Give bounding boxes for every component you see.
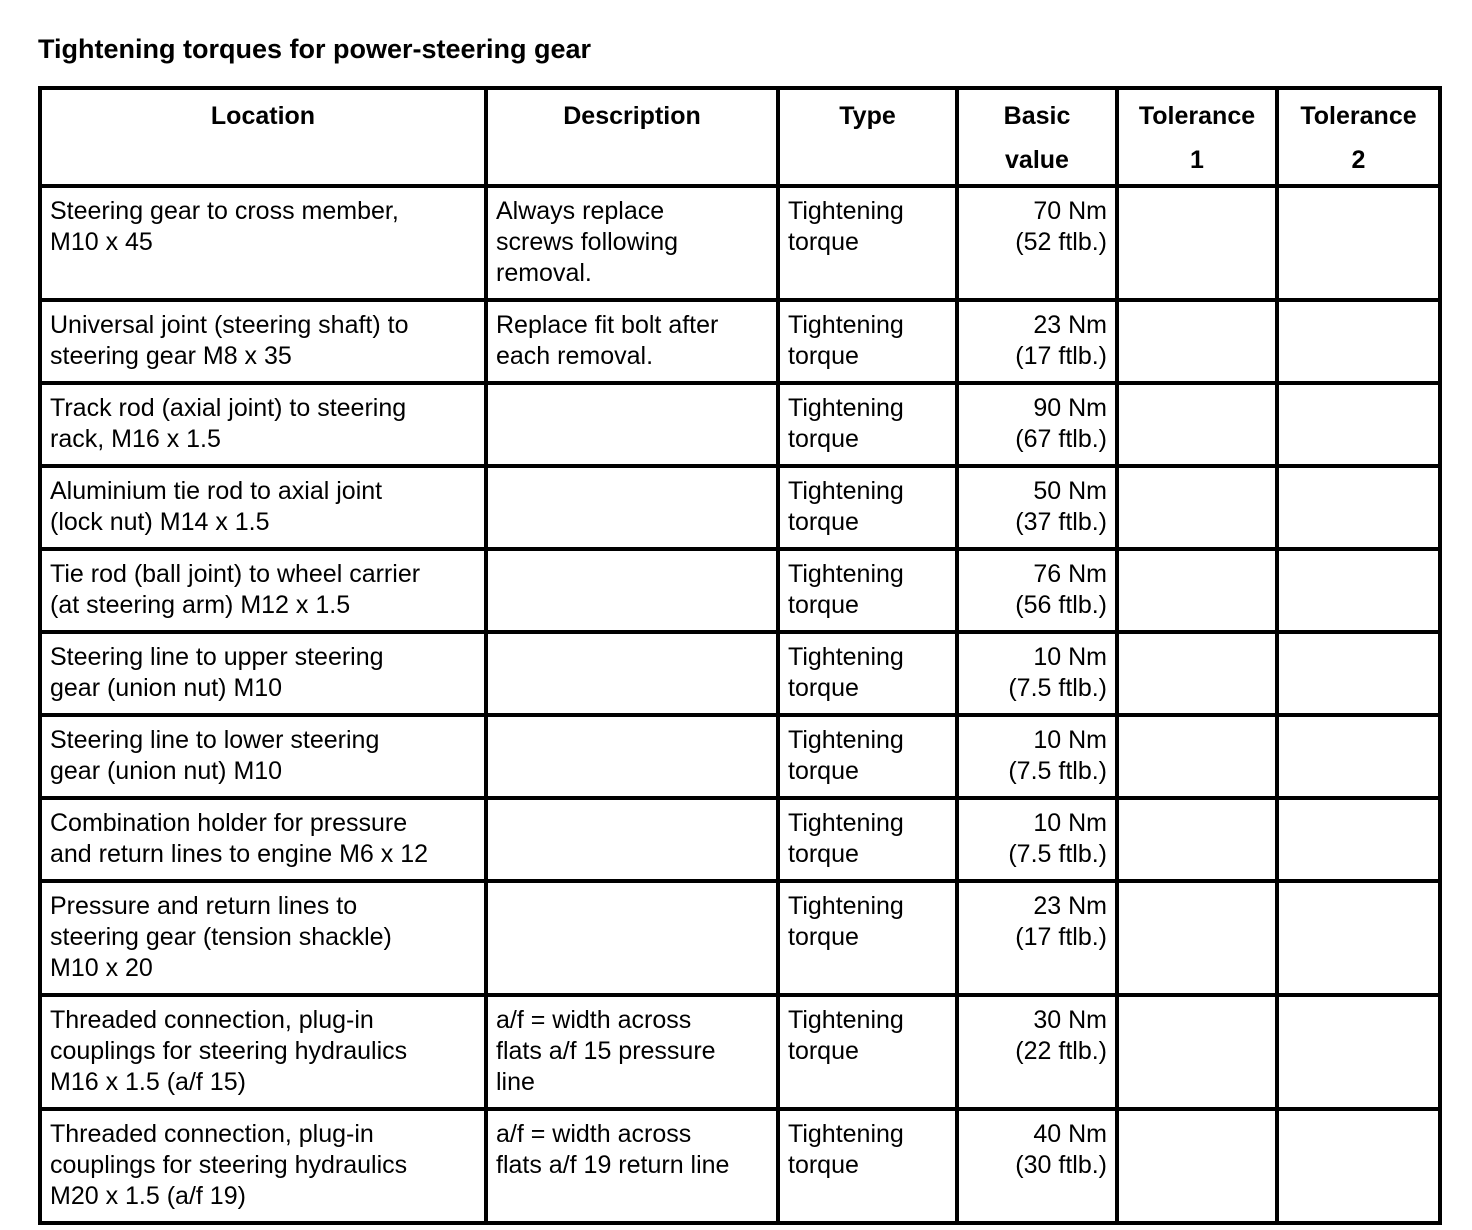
location-cell-line: Steering line to lower steering bbox=[50, 726, 380, 754]
type-cell bbox=[778, 186, 957, 300]
basic-value-cell-line: 70 Nm bbox=[1033, 197, 1107, 225]
header-type bbox=[778, 88, 957, 186]
description-cell-line: each removal. bbox=[496, 342, 654, 370]
basic-value-cell bbox=[957, 715, 1117, 798]
basic-value-cell-line: 30 Nm bbox=[1033, 1006, 1107, 1034]
tolerance-2-cell bbox=[1277, 466, 1440, 549]
location-cell bbox=[40, 186, 486, 300]
table-row bbox=[40, 186, 1440, 300]
tolerance-1-cell bbox=[1117, 995, 1277, 1109]
location-cell-line: M10 x 20 bbox=[50, 954, 153, 982]
basic-value-cell-line: 10 Nm bbox=[1033, 643, 1107, 671]
basic-value-cell-line: (7.5 ftlb.) bbox=[1008, 840, 1107, 868]
location-cell-line: Pressure and return lines to bbox=[50, 892, 358, 920]
description-cell bbox=[486, 632, 778, 715]
basic-value-cell bbox=[957, 300, 1117, 383]
header-tolerance-1-line2: 1 bbox=[1190, 146, 1204, 174]
header-basic-value-line1: Basic bbox=[1003, 102, 1071, 130]
location-cell-line: rack, M16 x 1.5 bbox=[50, 425, 221, 453]
type-cell bbox=[778, 715, 957, 798]
type-cell-line: Tightening bbox=[788, 809, 904, 837]
tolerance-2-cell bbox=[1277, 632, 1440, 715]
location-cell bbox=[40, 632, 486, 715]
tolerance-2-cell bbox=[1277, 798, 1440, 881]
header-tolerance-1-line1: Tolerance bbox=[1138, 102, 1256, 130]
header-tolerance-2-line2: 2 bbox=[1351, 146, 1366, 174]
description-cell-line: flats a/f 15 pressure bbox=[496, 1037, 716, 1065]
location-cell-line: Threaded connection, plug-in bbox=[50, 1120, 374, 1148]
basic-value-cell-line: (7.5 ftlb.) bbox=[1008, 757, 1107, 785]
table-row bbox=[40, 798, 1440, 881]
basic-value-cell bbox=[957, 383, 1117, 466]
type-cell-line: torque bbox=[788, 425, 859, 453]
basic-value-cell-line: 76 Nm bbox=[1033, 560, 1107, 588]
location-cell-line: Track rod (axial joint) to steering bbox=[50, 394, 407, 422]
type-cell bbox=[778, 881, 957, 995]
type-cell-line: torque bbox=[788, 342, 859, 370]
location-cell-line: Steering line to upper steering bbox=[50, 643, 384, 671]
basic-value-cell-line: (56 ftlb.) bbox=[1015, 591, 1107, 619]
location-cell-line: (at steering arm) M12 x 1.5 bbox=[50, 591, 351, 619]
description-cell-line: a/f = width across bbox=[496, 1120, 692, 1148]
torque-table bbox=[38, 86, 1442, 1225]
description-cell bbox=[486, 798, 778, 881]
basic-value-cell bbox=[957, 881, 1117, 995]
description-cell-line: flats a/f 19 return line bbox=[496, 1151, 730, 1179]
tolerance-1-cell bbox=[1117, 549, 1277, 632]
type-cell-line: Tightening bbox=[788, 560, 904, 588]
location-cell-line: Tie rod (ball joint) to wheel carrier bbox=[50, 560, 421, 588]
location-cell-line: Steering gear to cross member, bbox=[50, 197, 399, 225]
type-cell-line: Tightening bbox=[788, 892, 904, 920]
type-cell-line: Tightening bbox=[788, 1006, 904, 1034]
location-cell-line: Universal joint (steering shaft) to bbox=[50, 311, 409, 339]
type-cell-line: torque bbox=[788, 1151, 859, 1179]
basic-value-cell-line: (37 ftlb.) bbox=[1015, 508, 1107, 536]
type-cell-line: torque bbox=[788, 1037, 859, 1065]
location-cell-line: Combination holder for pressure bbox=[50, 809, 408, 837]
basic-value-cell-line: (22 ftlb.) bbox=[1015, 1037, 1107, 1065]
location-cell-line: M10 x 45 bbox=[50, 228, 153, 256]
type-cell-line: torque bbox=[788, 508, 859, 536]
basic-value-cell bbox=[957, 995, 1117, 1109]
description-cell bbox=[486, 549, 778, 632]
location-cell-line: M16 x 1.5 (a/f 15) bbox=[50, 1068, 246, 1096]
location-cell-line: steering gear (tension shackle) bbox=[50, 923, 392, 951]
table-row bbox=[40, 383, 1440, 466]
tolerance-1-cell bbox=[1117, 798, 1277, 881]
table-row bbox=[40, 995, 1440, 1109]
description-cell-line: removal. bbox=[496, 259, 592, 287]
basic-value-cell-line: 50 Nm bbox=[1033, 477, 1107, 505]
location-cell bbox=[40, 995, 486, 1109]
location-cell bbox=[40, 798, 486, 881]
tolerance-1-cell bbox=[1117, 466, 1277, 549]
page-title: Tightening torques for power-steering gear bbox=[38, 34, 592, 64]
description-cell bbox=[486, 466, 778, 549]
basic-value-cell-line: (52 ftlb.) bbox=[1015, 228, 1107, 256]
header-location bbox=[40, 88, 486, 186]
location-cell-line: couplings for steering hydraulics bbox=[50, 1037, 408, 1065]
type-cell bbox=[778, 632, 957, 715]
header-description bbox=[486, 88, 778, 186]
tolerance-1-cell bbox=[1117, 1109, 1277, 1223]
type-cell bbox=[778, 466, 957, 549]
type-cell-line: Tightening bbox=[788, 311, 904, 339]
table-row bbox=[40, 881, 1440, 995]
type-cell bbox=[778, 1109, 957, 1223]
type-cell-line: torque bbox=[788, 923, 859, 951]
type-cell-line: torque bbox=[788, 228, 859, 256]
table-body bbox=[40, 186, 1440, 1223]
description-cell-line: Always replace bbox=[496, 197, 665, 225]
tolerance-2-cell bbox=[1277, 186, 1440, 300]
basic-value-cell bbox=[957, 466, 1117, 549]
type-cell-line: Tightening bbox=[788, 477, 904, 505]
basic-value-cell bbox=[957, 798, 1117, 881]
basic-value-cell-line: 10 Nm bbox=[1033, 809, 1107, 837]
tolerance-1-cell bbox=[1117, 186, 1277, 300]
type-cell bbox=[778, 383, 957, 466]
description-cell-line: screws following bbox=[496, 228, 679, 256]
header-tolerance-1 bbox=[1117, 88, 1277, 186]
location-cell-line: M20 x 1.5 (a/f 19) bbox=[50, 1182, 246, 1210]
location-cell-line: Aluminium tie rod to axial joint bbox=[50, 477, 383, 505]
type-cell-line: Tightening bbox=[788, 726, 904, 754]
location-cell bbox=[40, 466, 486, 549]
location-cell bbox=[40, 1109, 486, 1223]
type-cell-line: torque bbox=[788, 757, 859, 785]
basic-value-cell bbox=[957, 632, 1117, 715]
tolerance-1-cell bbox=[1117, 715, 1277, 798]
basic-value-cell-line: 23 Nm bbox=[1033, 311, 1107, 339]
location-cell bbox=[40, 383, 486, 466]
location-cell-line: steering gear M8 x 35 bbox=[50, 342, 292, 370]
type-cell bbox=[778, 300, 957, 383]
tolerance-2-cell bbox=[1277, 1109, 1440, 1223]
basic-value-cell-line: 10 Nm bbox=[1033, 726, 1107, 754]
tolerance-1-cell bbox=[1117, 632, 1277, 715]
description-cell bbox=[486, 995, 778, 1109]
table-row bbox=[40, 549, 1440, 632]
type-cell-line: Tightening bbox=[788, 643, 904, 671]
tolerance-2-cell bbox=[1277, 300, 1440, 383]
table-row bbox=[40, 632, 1440, 715]
location-cell bbox=[40, 300, 486, 383]
type-cell-line: Tightening bbox=[788, 394, 904, 422]
location-cell bbox=[40, 715, 486, 798]
table-row bbox=[40, 715, 1440, 798]
location-cell bbox=[40, 549, 486, 632]
header-basic-value-line2: value bbox=[1005, 146, 1069, 174]
header-type-label: Type bbox=[839, 102, 896, 130]
description-cell bbox=[486, 715, 778, 798]
table-row bbox=[40, 1109, 1440, 1223]
tolerance-1-cell bbox=[1117, 300, 1277, 383]
header-description-label: Description bbox=[563, 102, 701, 130]
type-cell bbox=[778, 798, 957, 881]
location-cell-line: and return lines to engine M6 x 12 bbox=[50, 840, 429, 868]
description-cell-line: Replace fit bolt after bbox=[496, 311, 719, 339]
description-cell bbox=[486, 186, 778, 300]
type-cell-line: Tightening bbox=[788, 1120, 904, 1148]
basic-value-cell-line: (67 ftlb.) bbox=[1015, 425, 1107, 453]
location-cell-line: couplings for steering hydraulics bbox=[50, 1151, 408, 1179]
description-cell-line: line bbox=[496, 1068, 535, 1096]
basic-value-cell bbox=[957, 549, 1117, 632]
tolerance-2-cell bbox=[1277, 715, 1440, 798]
tolerance-2-cell bbox=[1277, 383, 1440, 466]
type-cell-line: torque bbox=[788, 840, 859, 868]
header-tolerance-2-line1: Tolerance bbox=[1300, 102, 1417, 130]
basic-value-cell-line: (17 ftlb.) bbox=[1015, 342, 1107, 370]
description-cell bbox=[486, 300, 778, 383]
basic-value-cell bbox=[957, 186, 1117, 300]
tolerance-1-cell bbox=[1117, 881, 1277, 995]
type-cell bbox=[778, 549, 957, 632]
type-cell-line: torque bbox=[788, 674, 859, 702]
location-cell-line: (lock nut) M14 x 1.5 bbox=[50, 508, 270, 536]
description-cell bbox=[486, 881, 778, 995]
type-cell-line: Tightening bbox=[788, 197, 904, 225]
header-tolerance-2 bbox=[1277, 88, 1440, 186]
tolerance-1-cell bbox=[1117, 383, 1277, 466]
basic-value-cell-line: 40 Nm bbox=[1033, 1120, 1107, 1148]
description-cell bbox=[486, 383, 778, 466]
header-basic-value bbox=[957, 88, 1117, 186]
tolerance-2-cell bbox=[1277, 881, 1440, 995]
tolerance-2-cell bbox=[1277, 995, 1440, 1109]
basic-value-cell-line: 90 Nm bbox=[1033, 394, 1107, 422]
description-cell-line: a/f = width across bbox=[496, 1006, 692, 1034]
table-header-row bbox=[40, 88, 1440, 186]
basic-value-cell-line: (7.5 ftlb.) bbox=[1008, 674, 1107, 702]
basic-value-cell-line: (17 ftlb.) bbox=[1015, 923, 1107, 951]
tolerance-2-cell bbox=[1277, 549, 1440, 632]
type-cell bbox=[778, 995, 957, 1109]
basic-value-cell-line: 23 Nm bbox=[1033, 892, 1107, 920]
location-cell bbox=[40, 881, 486, 995]
basic-value-cell-line: (30 ftlb.) bbox=[1015, 1151, 1107, 1179]
type-cell-line: torque bbox=[788, 591, 859, 619]
basic-value-cell bbox=[957, 1109, 1117, 1223]
description-cell bbox=[486, 1109, 778, 1223]
table-row bbox=[40, 466, 1440, 549]
location-cell-line: Threaded connection, plug-in bbox=[50, 1006, 374, 1034]
location-cell-line: gear (union nut) M10 bbox=[50, 757, 283, 785]
location-cell-line: gear (union nut) M10 bbox=[50, 674, 283, 702]
header-location-label: Location bbox=[210, 102, 316, 130]
table-row bbox=[40, 300, 1440, 383]
